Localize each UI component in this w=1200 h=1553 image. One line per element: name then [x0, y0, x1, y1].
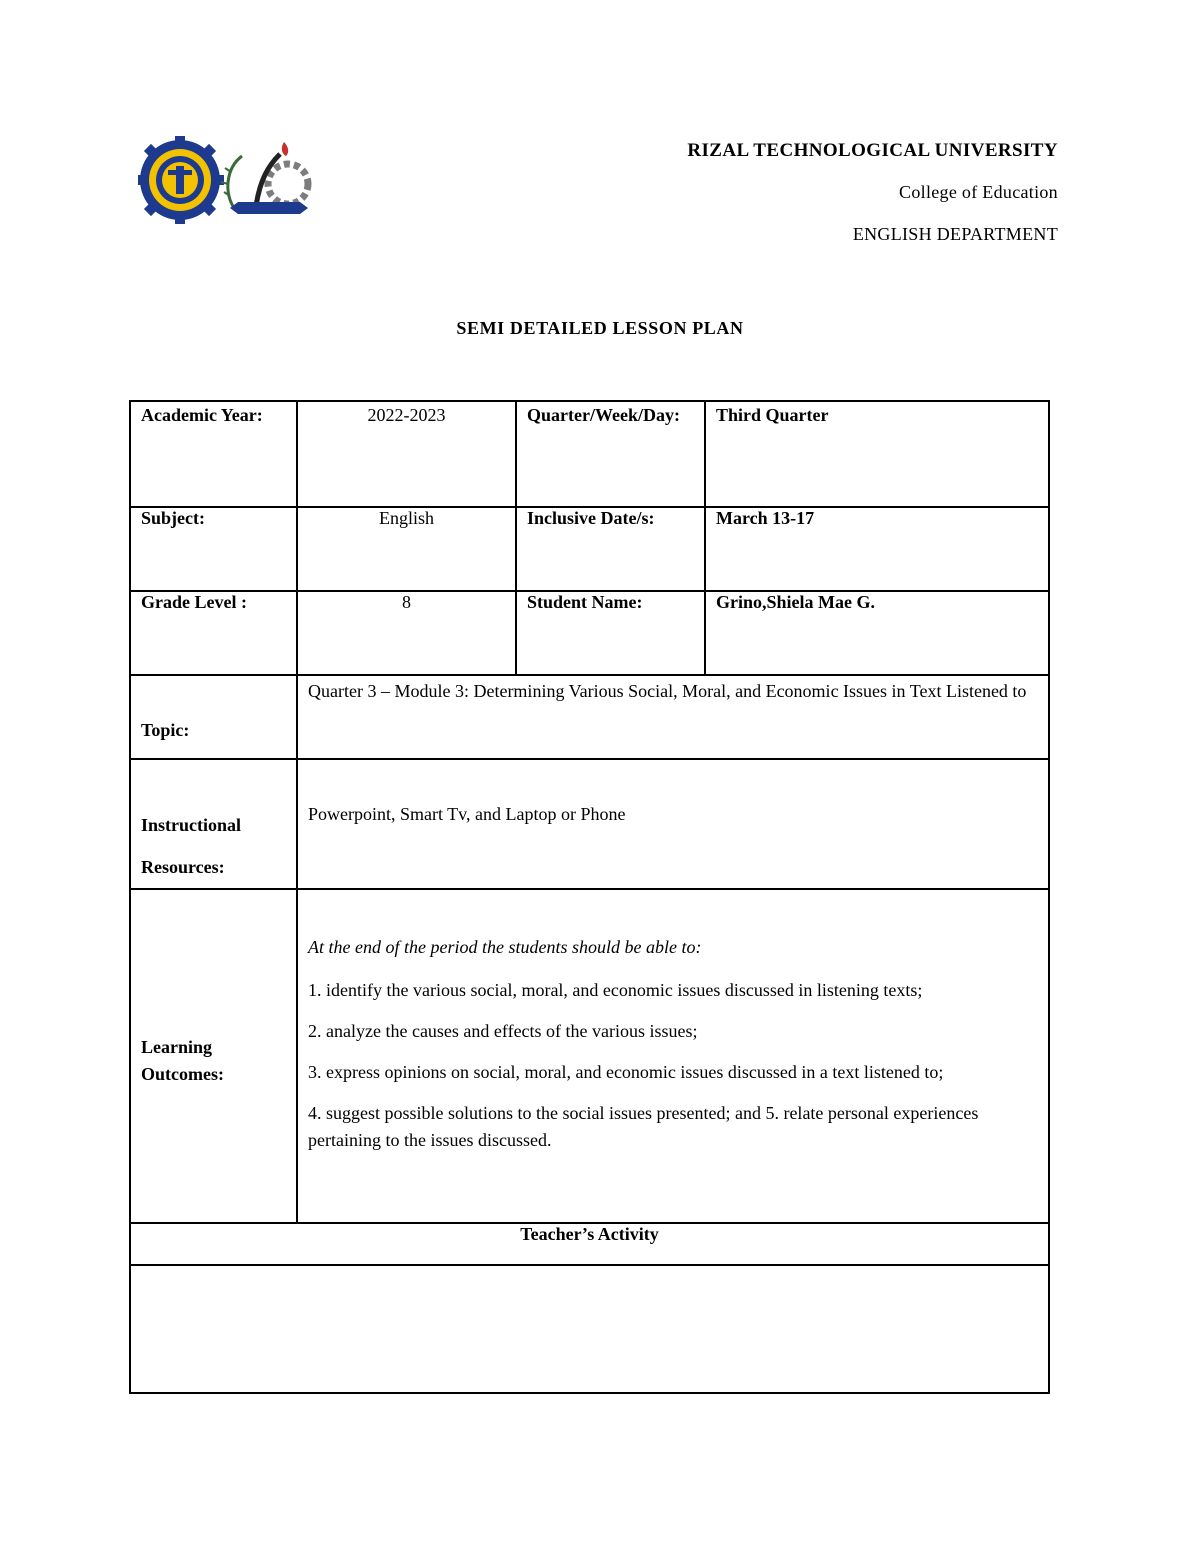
instructional-resources-label: Instructional Resources: [130, 759, 297, 889]
english-department-emblem-icon [221, 142, 308, 214]
quarter-label: Quarter/Week/Day: [516, 401, 705, 507]
table-row [130, 759, 1049, 889]
teacher-activity-heading: Teacher’s Activity [130, 1223, 1049, 1265]
subject-value: English [297, 507, 516, 591]
table-row [130, 675, 1049, 759]
academic-year-label: Academic Year: [130, 401, 297, 507]
learning-outcomes-value [297, 889, 1049, 1223]
lesson-plan-table [129, 400, 1050, 1394]
quarter-value: Third Quarter [705, 401, 1049, 507]
institution-header [687, 140, 1058, 245]
university-name: RIZAL TECHNOLOGICAL UNIVERSITY [687, 140, 1058, 161]
grade-level-label: Grade Level : [130, 591, 297, 675]
topic-value: Quarter 3 – Module 3: Determining Various Social, Moral, and Economic Issues in Text Listened to [297, 675, 1049, 759]
page-title: SEMI DETAILED LESSON PLAN [456, 318, 744, 338]
header-logos [138, 136, 313, 228]
rtu-seal-icon [138, 136, 224, 224]
inclusive-dates-label: Inclusive Date/s: [516, 507, 705, 591]
academic-year-value: 2022-2023 [297, 401, 516, 507]
subject-label: Subject: [130, 507, 297, 591]
table-row [130, 401, 1049, 507]
inclusive-dates-value: March 13-17 [705, 507, 1049, 591]
table-row [130, 591, 1049, 675]
topic-label: Topic: [130, 675, 297, 759]
student-name-value: Grino,Shiela Mae G. [705, 591, 1049, 675]
department-name: ENGLISH DEPARTMENT [852, 224, 1058, 244]
outcomes-intro: At the end of the period the students should be able to: [308, 937, 702, 957]
list-item: 2. analyze the causes and effects of the various issues; [308, 1021, 698, 1041]
student-name-label: Student Name: [516, 591, 705, 675]
instructional-resources-value: Powerpoint, Smart Tv, and Laptop or Phone [297, 759, 1049, 889]
table-row [130, 507, 1049, 591]
table-row [130, 889, 1049, 1223]
grade-level-value: 8 [297, 591, 516, 675]
table-row [130, 1223, 1049, 1265]
college-name: College of Education [899, 182, 1058, 202]
teacher-activity-content [130, 1265, 1049, 1393]
list-item: 3. express opinions on social, moral, and economic issues discussed in a text listened to; [308, 1062, 944, 1082]
learning-outcomes-label: Learning Outcomes: [130, 889, 297, 1223]
list-item: 1. identify the various social, moral, and economic issues discussed in listening texts; [308, 980, 923, 1000]
list-item: 4. suggest possible solutions to the social issues presented; and 5. relate personal experiences pertaining to the issues discussed. [308, 1103, 979, 1150]
table-row [130, 1265, 1049, 1393]
